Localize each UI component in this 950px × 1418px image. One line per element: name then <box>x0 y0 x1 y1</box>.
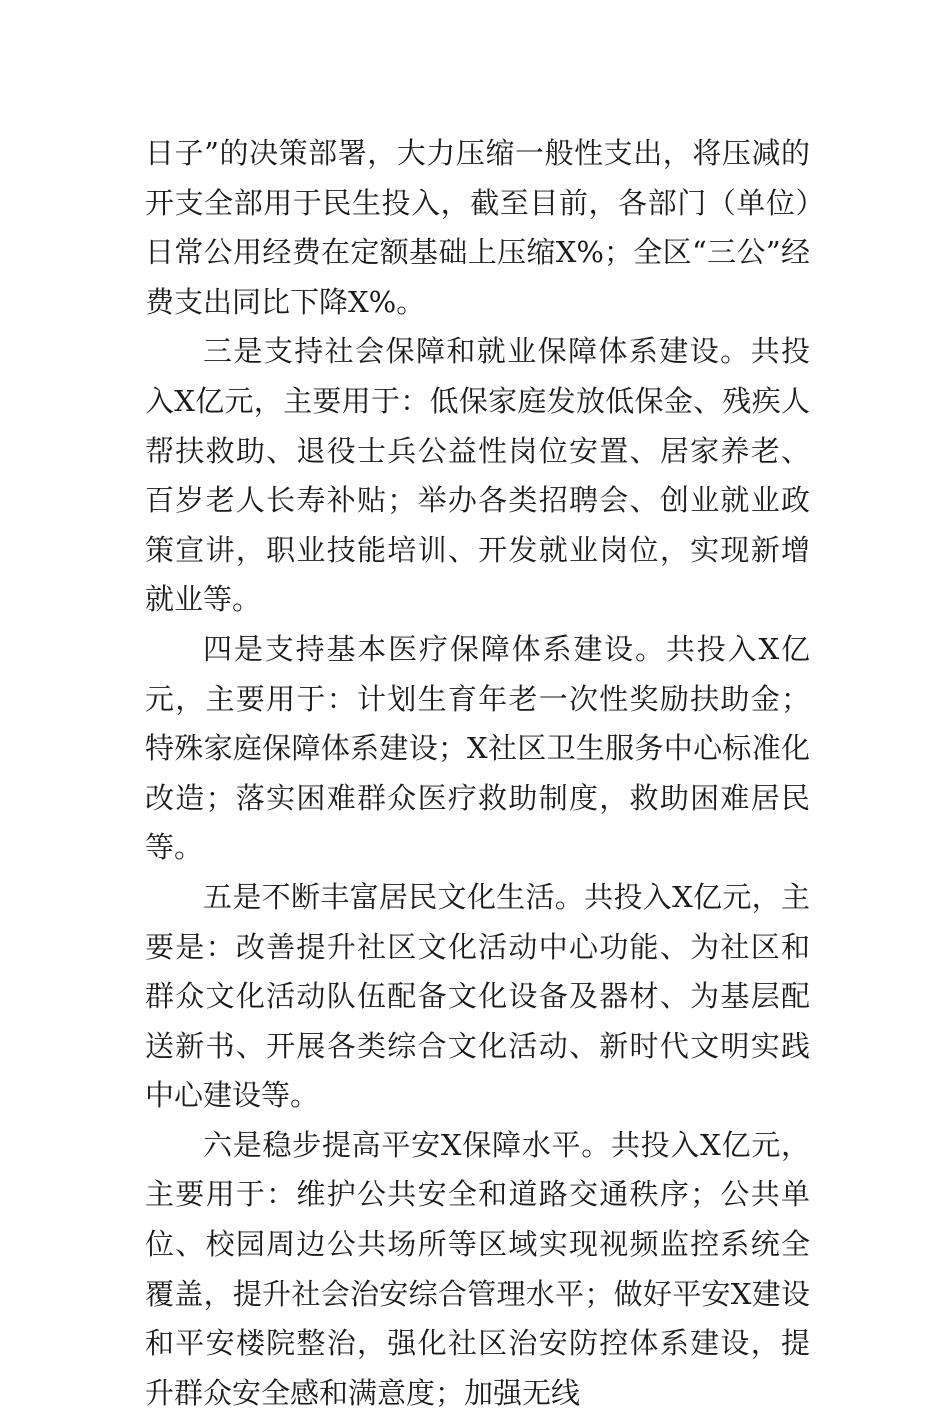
paragraph-public-safety: 六是稳步提高平安X保障水平。共投入X亿元，主要用于：维护公共安全和道路交通秩序；公共单位、校园周边公共场所等区域实现视频监控系统全覆盖，提升社会治安综合管理水平；做好平安X建设和平安楼院整治，强化社区治安防控体系建设，提升群众安全感和满意度；加强无线 <box>145 1127 810 1410</box>
document-body <box>145 129 810 1418</box>
paragraph-social-security: 三是支持社会保障和就业保障体系建设。共投入X亿元，主要用于：低保家庭发放低保金、残疾人帮扶救助、退役士兵公益性岗位安置、居家养老、百岁老人长寿补贴；举办各类招聘会、创业就业政策宣讲，职业技能培训、开发就业岗位，实现新增就业等。 <box>145 334 810 617</box>
paragraph-continuation: 日子”的决策部署，大力压缩一般性支出，将压减的开支全部用于民生投入，截至目前，各部门（单位）日常公用经费在定额基础上压缩X%；全区“三公”经费支出同比下降X%。 <box>145 136 810 319</box>
paragraph-medical-security: 四是支持基本医疗保障体系建设。共投入X亿元，主要用于：计划生育年老一次性奖励扶助金；特殊家庭保障体系建设；X社区卫生服务中心标准化改造；落实困难群众医疗救助制度，救助困难居民等。 <box>145 631 810 865</box>
paragraph-cultural-life: 五是不断丰富居民文化生活。共投入X亿元，主要是：改善提升社区文化活动中心功能、为社区和群众文化活动队伍配备文化设备及器材、为基层配送新书、开展各类综合文化活动、新时代文明实践中心建设等。 <box>145 879 810 1113</box>
